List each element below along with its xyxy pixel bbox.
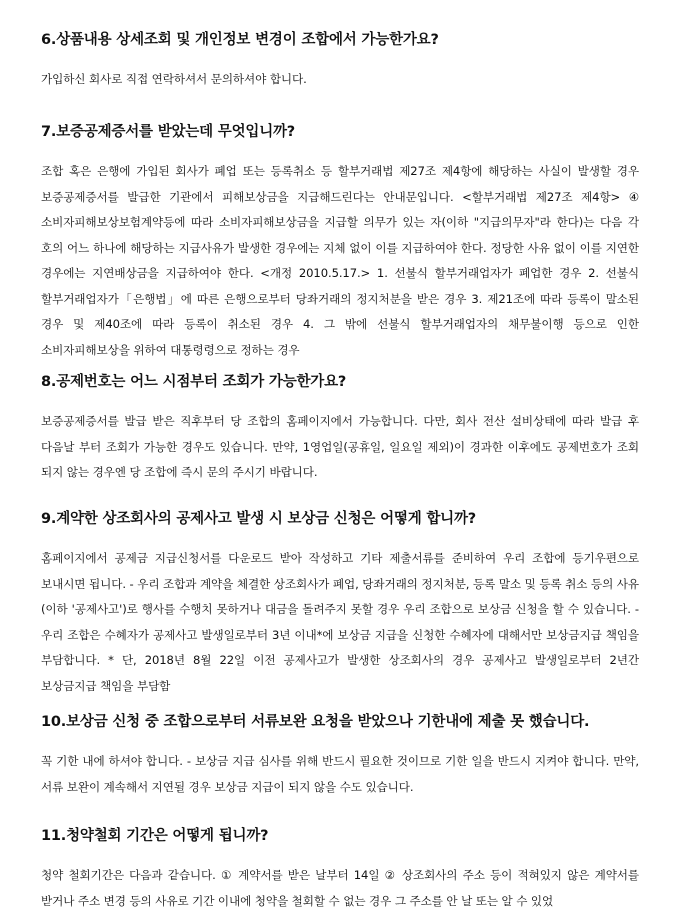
faq-answer: 청약 철회기간은 다음과 같습니다. ① 계약서를 받은 날부터 14일 ② 상조회사의 주소 등이 적혀있지 않은 계약서를 받거나 주소 변경 등의 사유로 기간 이내에 청약을 철회할 수 없는 경우 그 주소를 안 날 또는 알 수 있었: [41, 868, 639, 908]
faq-question: 7.보증공제증서를 받았는데 무엇입니까?: [41, 124, 296, 140]
faq-item-6: [41, 30, 639, 93]
faq-item-9: [41, 509, 639, 699]
faq-question: 6.상품내용 상세조회 및 개인정보 변경이 조합에서 가능한가요?: [41, 32, 439, 48]
faq-question: 9.계약한 상조회사의 공제사고 발생 시 보상금 신청은 어떻게 합니까?: [41, 511, 476, 527]
faq-question: 10.보상금 신청 중 조합으로부터 서류보완 요청을 받았으나 기한내에 제출 못 했습니다.: [41, 714, 590, 730]
faq-answer: 보증공제증서를 발급 받은 직후부터 당 조합의 홈페이지에서 가능합니다. 다만, 회사 전산 설비상태에 따라 발급 후 다음날 부터 조회가 가능한 경우도 있습니다. 만약, 1영업일(공휴일, 일요일 제외)이 경과한 이후에도 공제번호가 조회 되지 않는 경우엔 당 조합에 즉시 문의 주시기 바랍니다.: [41, 414, 639, 479]
faq-question: 8.공제번호는 어느 시점부터 조회가 가능한가요?: [41, 374, 347, 390]
faq-item-7: [41, 122, 639, 363]
faq-item-10: [41, 712, 639, 800]
faq-item-11: [41, 826, 639, 914]
faq-answer: 조합 혹은 은행에 가입된 회사가 폐업 또는 등록취소 등 할부거래법 제27조 제4항에 해당하는 사실이 발생할 경우 보증공제증서를 발급한 기관에서 피해보상금을 지급해드린다는 안내문입니다. <할부거래법 제27조 제4항> ④ 소비자피해보상보험계약등에 따라 소비자피해보상금을 지급할 의무가 있는 자(이하 "지급의무자"라 한다)는 다음 각 호의 어느 하나에 해당하는 지급사유가 발생한 경우에는 지체 없이 이를 지급하여야 한다. 정당한 사유 없이 이를 지연한 경우에는 지연배상금을 지급하여야 한다. <개정 2010.5.17.> 1. 선불식 할부거래업자가 폐업한 경우 2. 선불식 할부거래업자가「은행법」에 따른 은행으로부터 당좌거래의 정지처분을 받은 경우 3. 제21조에 따라 등록이 말소된 경우 및 제40조에 따라 등록이 취소된 경우 4. 그 밖에 선불식 할부거래업자의 채무불이행 등으로 인한 소비자피해보상을 위하여 대통령령으로 정하는 경우: [41, 164, 639, 357]
faq-answer: 꼭 기한 내에 하셔야 합니다. - 보상금 지급 심사를 위해 반드시 필요한 것이므로 기한 일을 반드시 지켜야 합니다. 만약, 서류 보완이 계속해서 지연될 경우 보상금 지급이 되지 않을 수도 있습니다.: [41, 754, 639, 794]
faq-answer: 가입하신 회사로 직접 연락하셔서 문의하셔야 합니다.: [41, 72, 307, 86]
faq-item-8: [41, 372, 639, 486]
faq-question: 11.청약철회 기간은 어떻게 됩니까?: [41, 828, 269, 844]
faq-answer: 홈페이지에서 공제금 지급신청서를 다운로드 받아 작성하고 기타 제출서류를 준비하여 우리 조합에 등기우편으로 보내시면 됩니다. - 우리 조합과 계약을 체결한 상조회사가 폐업, 당좌거래의 정지처분, 등록 말소 및 등록 취소 등의 사유(이하 '공제사고')로 행사를 수행치 못하거나 대금을 돌려주지 못할 경우 우리 조합으로 보상금 신청을 할 수 있습니다. - 우리 조합은 수혜자가 공제사고 발생일로부터 3년 이내*에 보상금 지급을 신청한 수혜자에 대해서만 보상금지급 책임을 부담합니다. * 단, 2018년 8월 22일 이전 공제사고가 발생한 상조회사의 경우 공제사고 발생일로부터 2년간 보상금지급 책임을 부담함: [41, 551, 639, 693]
